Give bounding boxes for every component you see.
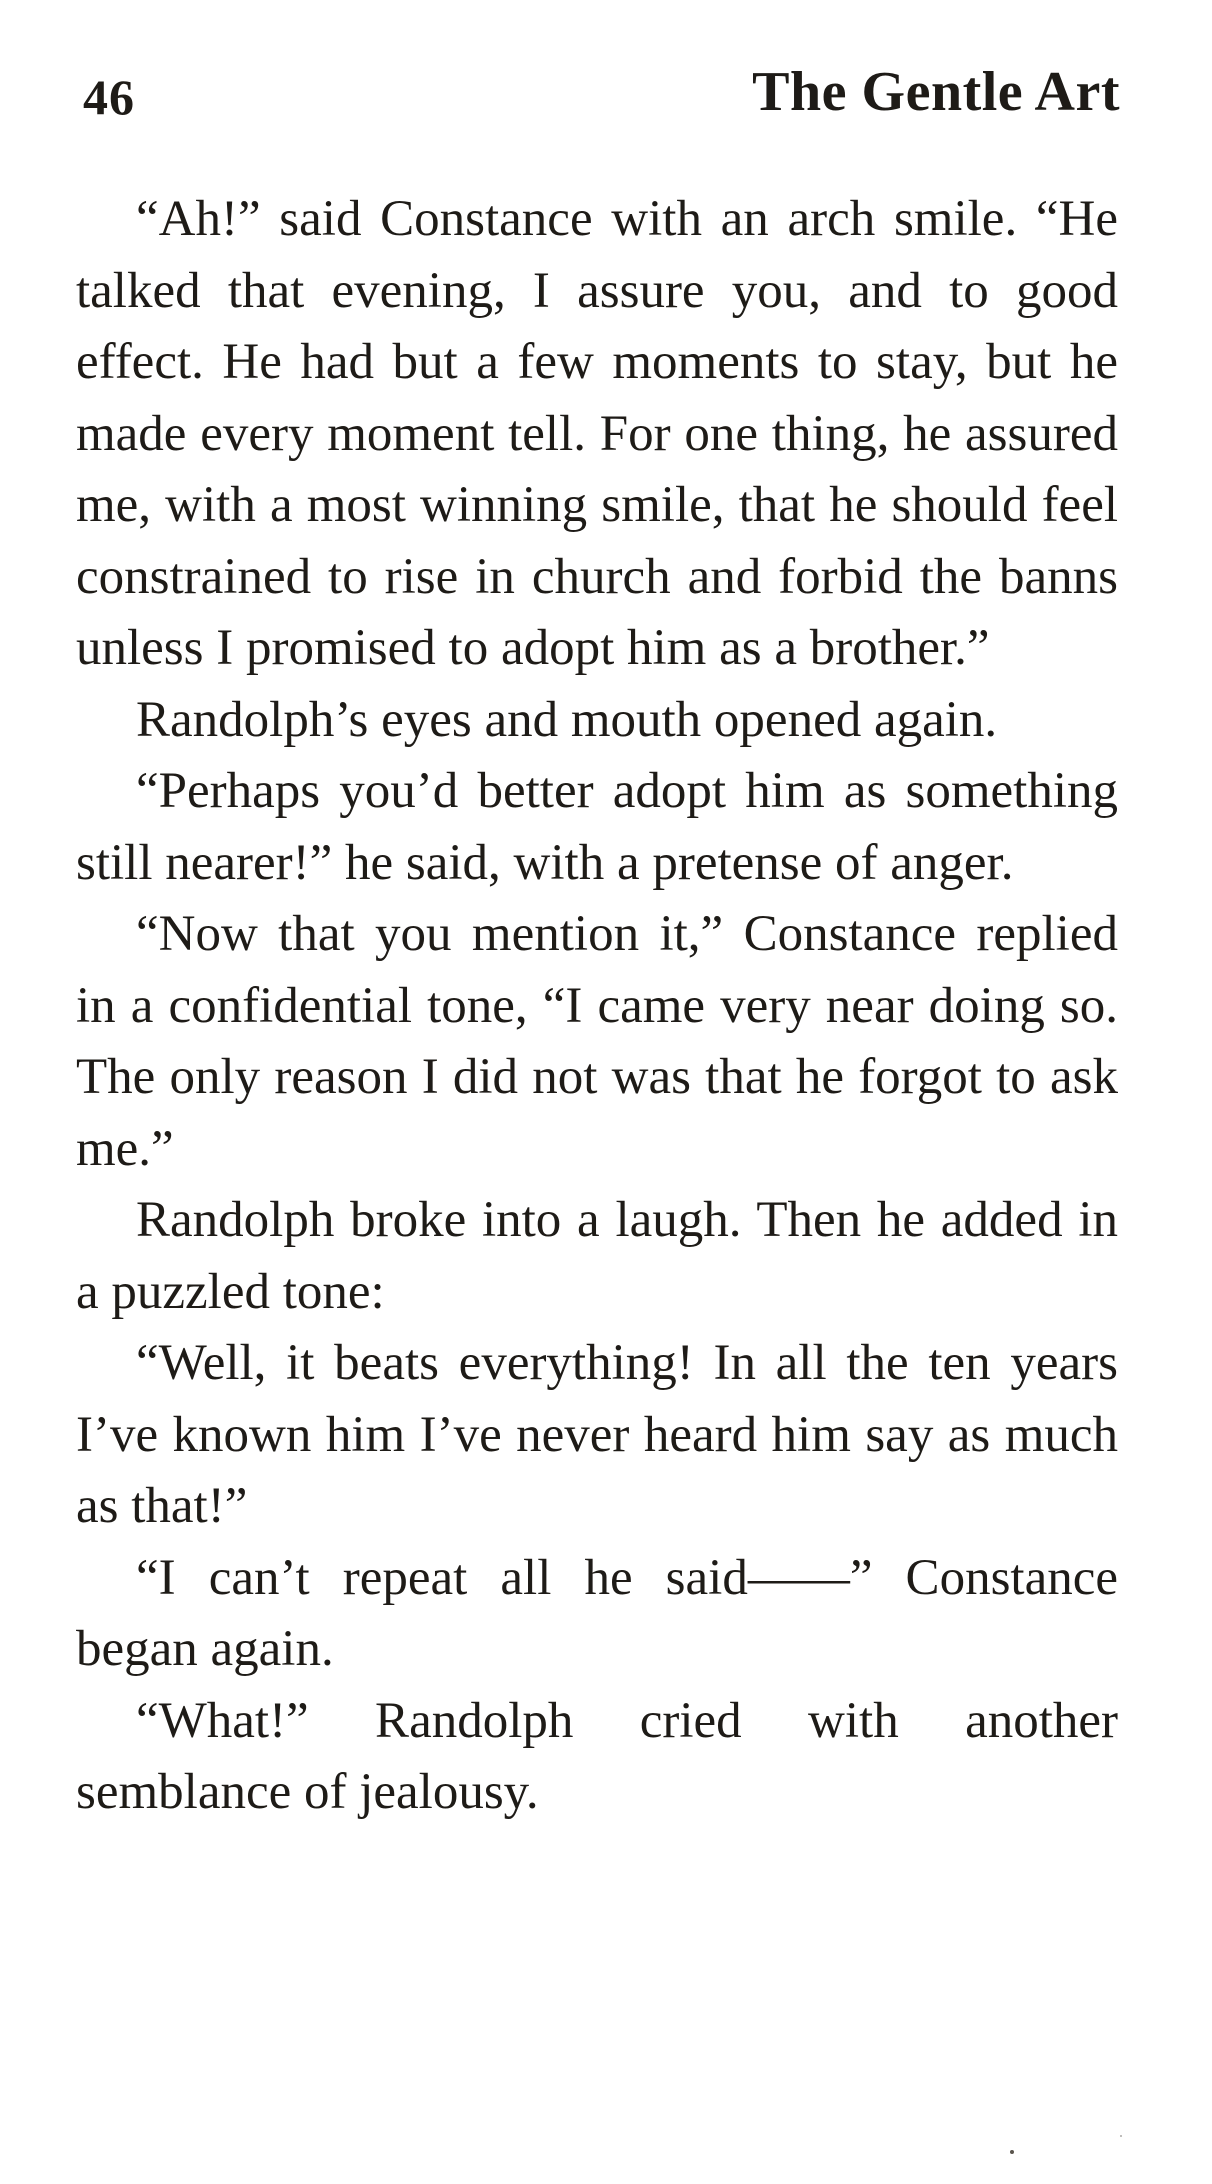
paragraph: “What!” Randolph cried with another semblance of jealousy.	[76, 1692, 1118, 1820]
paragraph: “I can’t repeat all he said——” Constance began again.	[76, 1549, 1118, 1677]
paper-speck	[1120, 2135, 1122, 2137]
paper-speck	[1010, 2150, 1014, 2154]
paragraph: Randolph’s eyes and mouth opened again.	[136, 691, 998, 748]
paragraph: “Ah!” said Constance with an arch smile. “He talked that evening, I assure you, and to good effect. He had but a few moments to stay, but he made every moment tell. For one thing, he assured me, with a most winning smile, that he should feel constrained to rise in church and forbid the banns unless I promised to adopt him as a brother.”	[76, 191, 1118, 676]
paragraph: “Well, it beats everything! In all the ten years I’ve known him I’ve never heard him say as much as that!”	[76, 1335, 1118, 1534]
paragraph: “Perhaps you’d better adopt him as something still nearer!” he said, with a pretense of anger.	[76, 763, 1118, 891]
running-title: The Gentle Art	[752, 61, 1120, 123]
body-text	[76, 184, 1118, 1829]
paragraph: “Now that you mention it,” Constance replied in a confidential tone, “I came very near doing so. The only reason I did not was that he forgot to ask me.”	[76, 906, 1118, 1177]
paragraph: Randolph broke into a laugh. Then he added in a puzzled tone:	[76, 1192, 1118, 1320]
page-number: 46	[83, 69, 135, 125]
